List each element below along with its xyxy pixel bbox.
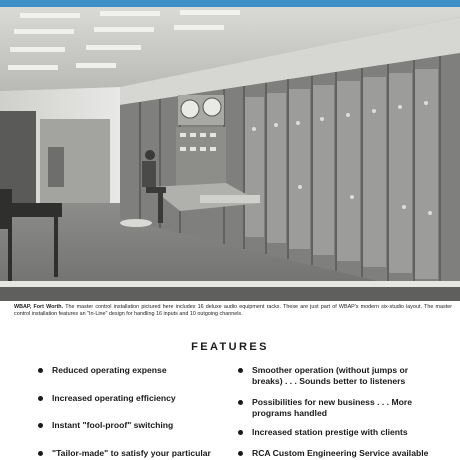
feature-item: Reduced operating expense: [52, 365, 167, 375]
feature-item: Instant "fool-proof" switching: [52, 420, 174, 430]
feature-item: Smoother operation (without jumps or: [252, 365, 409, 375]
bullet-icon: [38, 423, 43, 428]
photo-caption: [14, 304, 452, 318]
bullet-icon: [238, 400, 243, 405]
feature-item: "Tailor-made" to satisfy your particular: [52, 448, 211, 458]
feature-item-continued: programs handled: [252, 408, 327, 418]
bullet-icon: [238, 368, 243, 373]
caption-lead: WBAP, Fort Worth.: [14, 304, 64, 310]
caption-text: The master control installation pictured here includes 16 deluxe audio equipment racks. These are just part of WBAP's modern six-studio layout. The master control installation features an "In-Line" design for handling 16 inputs and 10 outgoing channels.: [14, 304, 453, 317]
bullet-icon: [38, 451, 43, 456]
feature-item: RCA Custom Engineering Service available: [252, 448, 429, 458]
features-heading: FEATURES: [191, 341, 269, 353]
feature-item: Increased operating efficiency: [52, 393, 176, 403]
bullet-icon: [238, 430, 243, 435]
feature-item-continued: breaks) . . . Sounds better to listeners: [252, 376, 406, 386]
bullet-icon: [38, 396, 43, 401]
bullet-icon: [238, 451, 243, 456]
master-control-photo: [0, 7, 460, 301]
feature-item: Possibilities for new business . . . More: [252, 397, 412, 407]
bullet-icon: [38, 368, 43, 373]
feature-item: Increased station prestige with clients: [252, 427, 408, 437]
top-color-bar: [0, 0, 460, 7]
